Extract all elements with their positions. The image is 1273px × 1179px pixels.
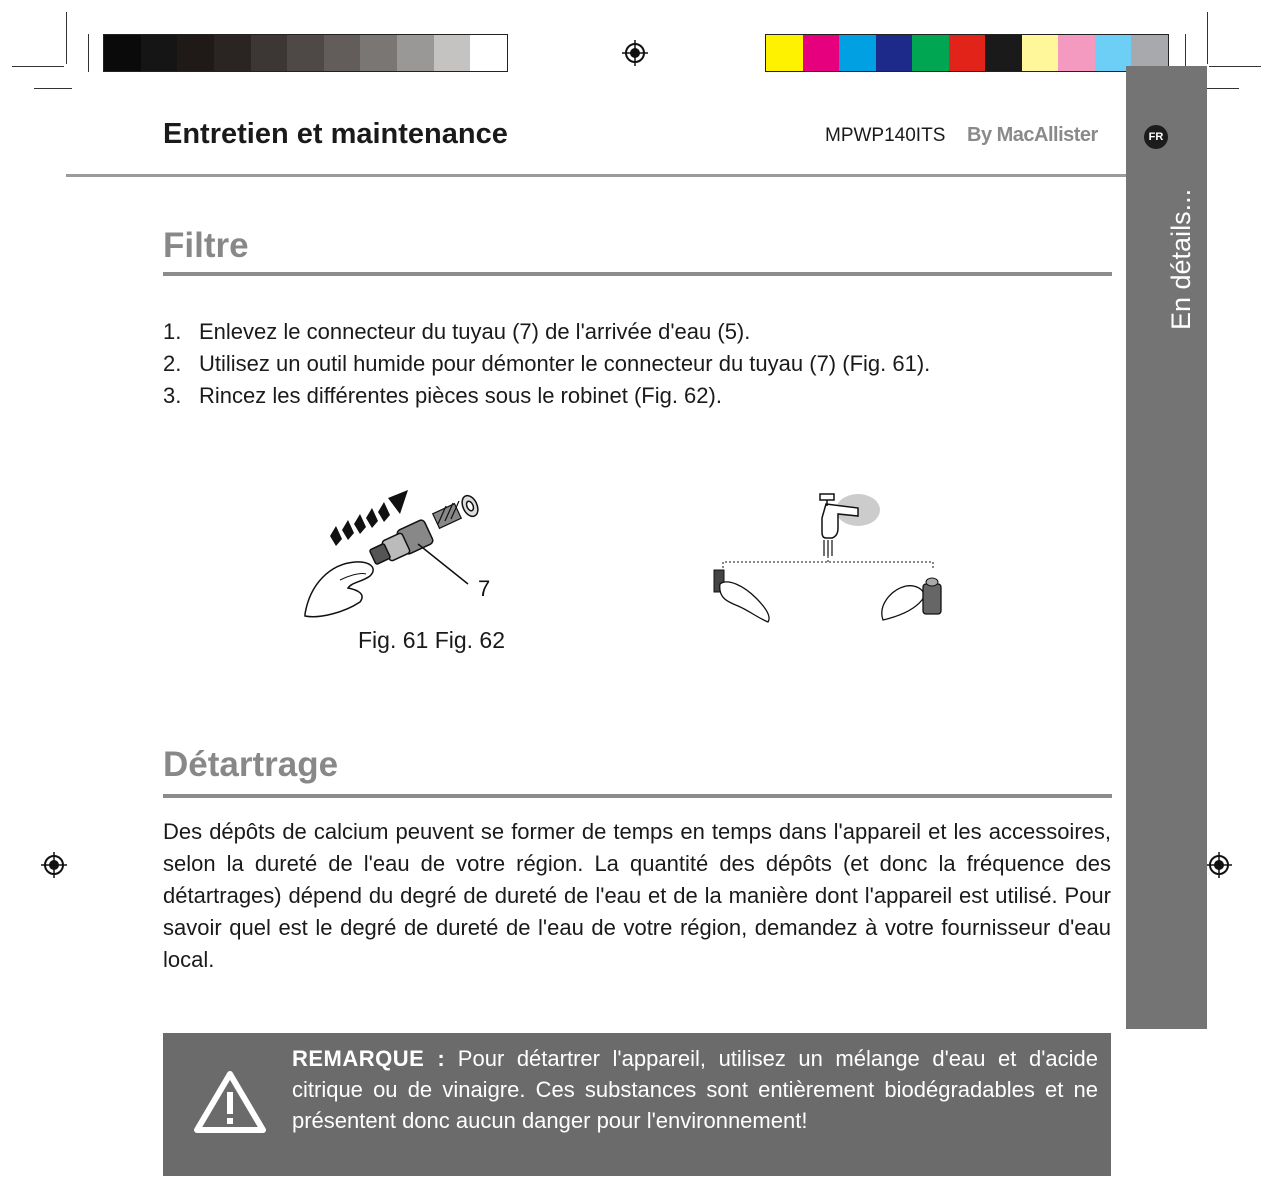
note-text xyxy=(292,1043,1098,1136)
color-swatch xyxy=(1058,35,1095,71)
color-swatch xyxy=(470,35,507,71)
color-swatch xyxy=(985,35,1022,71)
step-text: Enlevez le connecteur du tuyau (7) de l'arrivée d'eau (5). xyxy=(199,319,751,344)
crop-mark xyxy=(34,88,72,89)
list-item xyxy=(163,380,930,412)
model-number: MPWP140ITS xyxy=(825,125,946,146)
language-badge: FR xyxy=(1144,125,1168,149)
color-swatch xyxy=(839,35,876,71)
color-swatch xyxy=(104,35,141,71)
color-swatch xyxy=(360,35,397,71)
figure-61-illustration xyxy=(300,484,500,624)
header-divider xyxy=(66,174,1126,177)
color-swatch xyxy=(287,35,324,71)
filter-steps-list xyxy=(163,316,930,412)
step-text: Rincez les différentes pièces sous le robinet (Fig. 62). xyxy=(199,383,722,408)
crop-mark xyxy=(12,66,64,67)
step-number: 3. xyxy=(163,383,182,408)
color-swatch xyxy=(324,35,361,71)
crop-mark xyxy=(88,34,89,72)
figure-62-illustration xyxy=(708,488,958,628)
step-text: Utilisez un outil humide pour démonter le connecteur du tuyau (7) (Fig. 61). xyxy=(199,351,931,376)
warning-triangle-icon xyxy=(193,1070,267,1134)
figure-caption: Fig. 61 Fig. 62 xyxy=(358,627,506,653)
color-swatch xyxy=(803,35,840,71)
gray-calibration-bar xyxy=(103,34,508,72)
color-swatch xyxy=(949,35,986,71)
color-swatch xyxy=(766,35,803,71)
crop-mark xyxy=(66,12,67,64)
registration-mark-icon xyxy=(41,852,67,878)
list-item xyxy=(163,316,930,348)
color-swatch xyxy=(1022,35,1059,71)
section-title-filter: Filtre xyxy=(163,226,249,265)
color-swatch xyxy=(214,35,251,71)
figure-callout-number: 7 xyxy=(478,576,491,601)
color-swatch xyxy=(912,35,949,71)
section-divider xyxy=(163,794,1112,798)
note-label: REMARQUE : xyxy=(292,1046,446,1071)
color-swatch xyxy=(876,35,913,71)
color-swatch xyxy=(177,35,214,71)
section-title-descaling: Détartrage xyxy=(163,745,339,784)
descaling-paragraph: Des dépôts de calcium peuvent se former de temps en temps dans l'appareil et les accessoires, selon la dureté de l'eau de votre région. La quantité des dépôts (et donc la fréquence des détartrages) dépend du degré de dureté de l'eau et de la manière dont l'appareil est utilisé. Pour savoir quel est le degré de dureté de l'eau de votre région, demandez à votre fournisseur d'eau local. xyxy=(163,819,1111,972)
registration-mark-icon xyxy=(1206,852,1232,878)
list-item xyxy=(163,348,930,380)
note-body: Pour détartrer l'appareil, utilisez un mélange d'eau et d'acide citrique ou de vinaigre. Ces substances sont entièrement biodégradables et ne présentent donc aucun danger pour l'environnement! xyxy=(292,1046,1098,1133)
color-swatch xyxy=(397,35,434,71)
section-divider xyxy=(163,272,1112,276)
step-number: 1. xyxy=(163,319,182,344)
crop-mark xyxy=(1209,66,1261,67)
brand-logo: By MacAllister xyxy=(967,124,1098,146)
color-swatch xyxy=(251,35,288,71)
color-swatch xyxy=(141,35,178,71)
registration-mark-icon xyxy=(622,40,648,66)
page-title: Entretien et maintenance xyxy=(163,118,508,150)
step-number: 2. xyxy=(163,351,182,376)
crop-mark xyxy=(1207,12,1208,64)
color-calibration-bar xyxy=(765,34,1169,72)
side-tab-label: En détails... xyxy=(1166,188,1196,330)
color-swatch xyxy=(434,35,471,71)
